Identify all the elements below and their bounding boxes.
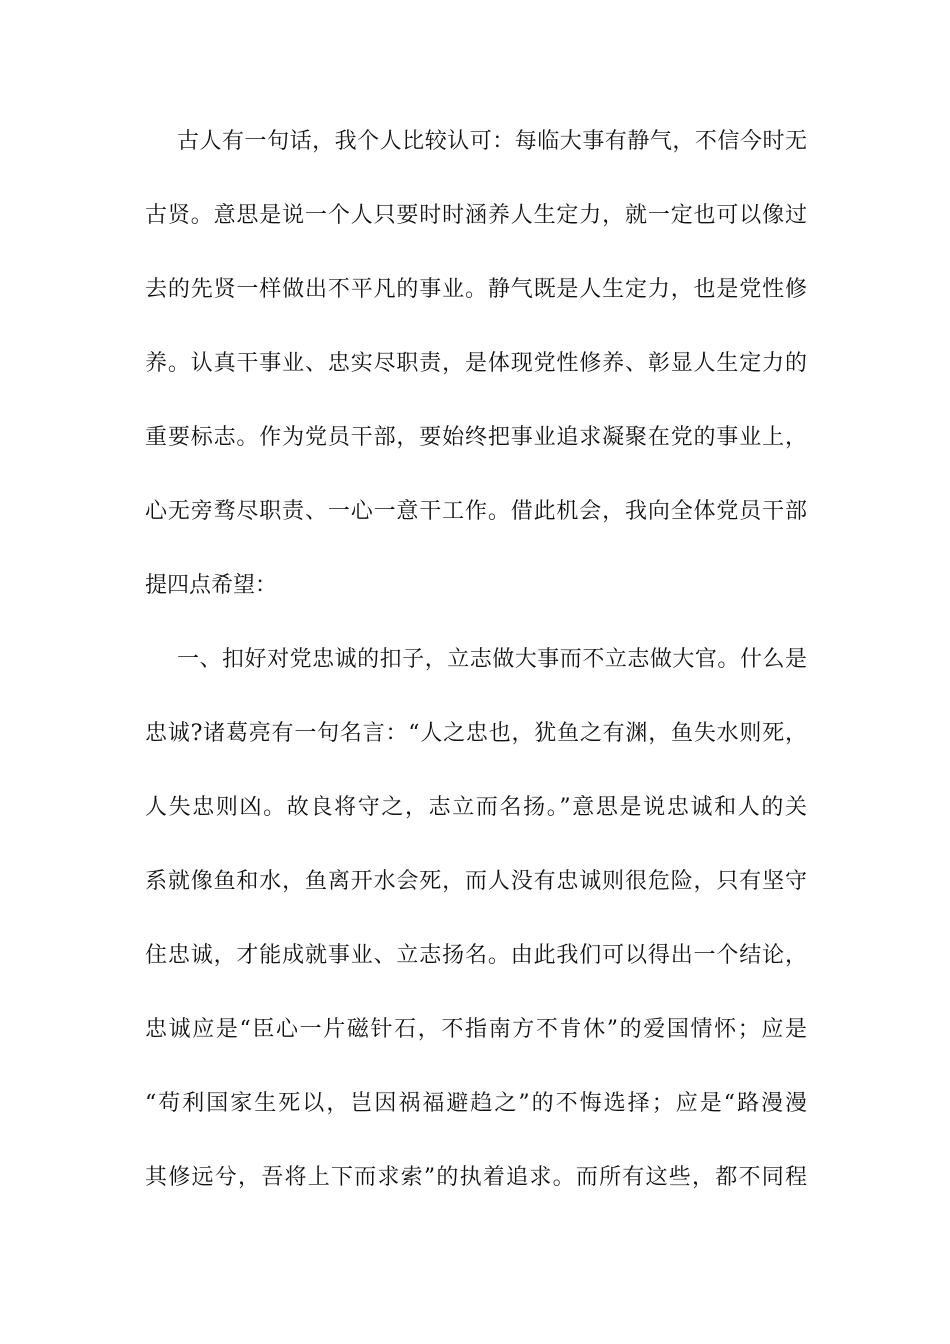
text-line-9: 忠诚?诸葛亮有一句名言：“人之忠也，犹鱼之有渊，鱼失水则死，: [145, 721, 807, 746]
text-line-4: 养。认真干事业、忠实尽职责，是体现党性修养、彰显人生定力的: [145, 351, 807, 376]
text-line-10: 人失忠则凶。故良将守之，志立而名扬。”意思是说忠诚和人的关: [145, 795, 807, 820]
body-text: [145, 118, 807, 1201]
text-line-5: 重要标志。作为党员干部，要始终把事业追求凝聚在党的事业上，: [145, 425, 807, 450]
text-line-11: 系就像鱼和水，鱼离开水会死，而人没有忠诚则很危险，只有坚守: [145, 869, 807, 894]
text-line-12: 住忠诚，才能成就事业、立志扬名。由此我们可以得出一个结论，: [145, 943, 807, 968]
text-line-14: “苟利国家生死以，岂因祸福避趋之”的不悔选择；应是“路漫漫: [145, 1091, 807, 1116]
text-line-13: 忠诚应是“臣心一片磁针石，不指南方不肯休”的爱国情怀；应是: [145, 1017, 807, 1042]
text-line-1: 古人有一句话，我个人比较认可：每临大事有静气，不信今时无: [177, 129, 807, 154]
text-line-6: 心无旁骛尽职责、一心一意干工作。借此机会，我向全体党员干部: [145, 499, 807, 524]
text-line-3: 去的先贤一样做出不平凡的事业。静气既是人生定力，也是党性修: [145, 277, 807, 302]
text-line-7: 提四点希望：: [145, 573, 278, 598]
text-line-2: 古贤。意思是说一个人只要时时涵养人生定力，就一定也可以像过: [145, 203, 807, 228]
text-line-8: 一、扣好对党忠诚的扣子，立志做大事而不立志做大官。什么是: [177, 647, 807, 672]
text-line-15: 其修远兮，吾将上下而求索”的执着追求。而所有这些，都不同程: [145, 1165, 807, 1190]
